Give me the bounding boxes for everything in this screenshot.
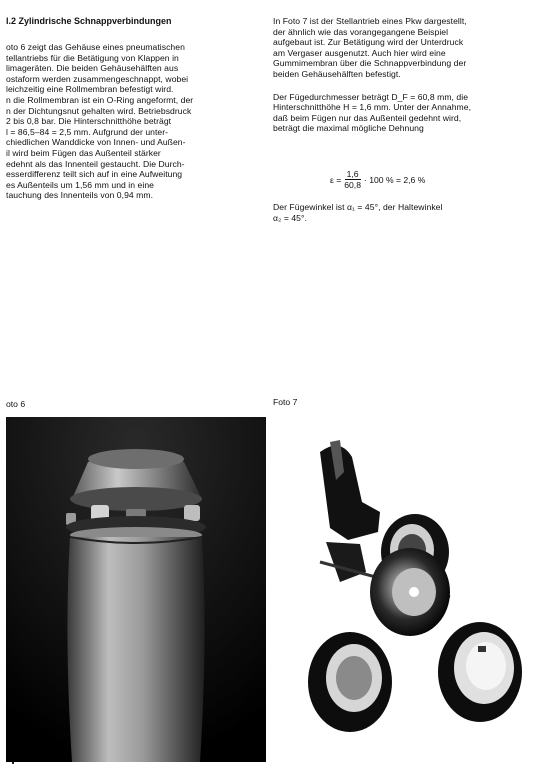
formula-fraction <box>344 169 361 190</box>
text-line: n die Rollmembran ist ein O-Ring angeformt, der <box>6 94 194 105</box>
text-line: il wird beim Fügen das Außenteil stärker <box>6 147 161 158</box>
text-line: am Vergaser ausgenutzt. Auch hier wird eine <box>273 47 446 58</box>
text-line: daß beim Fügen nur das Außenteil gedehnt wird, <box>273 112 462 123</box>
formula-denominator: 60,8 <box>344 180 361 190</box>
formula-rhs: · 100 % = 2,6 % <box>363 174 426 185</box>
paragraph <box>273 92 541 134</box>
text-line: tellantriebs für die Betätigung von Klappen in <box>6 52 179 63</box>
text-line: beiden Gehäusehälften befestigt. <box>273 68 401 79</box>
text-line: α₂ = 45°. <box>273 212 307 223</box>
left-column-text <box>6 42 264 201</box>
text-line: der ähnlich wie das vorangegangene Beispiel <box>273 26 449 37</box>
strain-formula <box>330 169 425 190</box>
right-column-text <box>273 16 541 134</box>
text-line: oto 6 zeigt das Gehäuse eines pneumatischen <box>6 42 185 52</box>
text-line: ostaform werden zusammengeschnappt, wobei <box>6 73 189 84</box>
text-line: leichzeitig eine Rollmembran befestigt wird. <box>6 84 174 95</box>
text-line: Gummimembran über die Schnappverbindung der <box>273 58 467 69</box>
text-line: esserdifferenz teilt sich auf in eine Aufweitung <box>6 169 183 180</box>
text-line: tauchung des Innenteils von 0,94 mm. <box>6 190 154 201</box>
text-line: beträgt die maximal mögliche Dehnung <box>273 123 424 134</box>
text-line: aufgebaut ist. Zur Betätigung wird der Unterdruck <box>273 37 464 48</box>
text-line: es Außenteils um 1,56 mm und in eine <box>6 179 154 190</box>
angle-paragraph <box>273 202 541 223</box>
text-line: Der Fügewinkel ist α₁ = 45°, der Haltewinkel <box>273 202 443 212</box>
text-line: chiedlichen Wanddicke von Innen- und Außen- <box>6 137 186 148</box>
photo7-caption: Foto 7 <box>273 397 298 407</box>
text-line: Hinterschnitthöhe H = 1,6 mm. Unter der Annahme, <box>273 102 472 113</box>
photo6-actuator-housing <box>6 417 266 762</box>
text-line: Der Fügedurchmesser beträgt D_F = 60,8 mm, die <box>273 91 469 102</box>
text-line: n der Dichtungsnut gehalten wird. Betriebsdruck <box>6 105 192 116</box>
text-line: 2 bis 0,8 bar. Die Hinterschnitthöhe beträgt <box>6 116 172 127</box>
text-line: limageräten. Die beiden Gehäusehälften aus <box>6 63 179 74</box>
text-line: In Foto 7 ist der Stellantrieb eines Pkw dargestellt, <box>273 16 467 26</box>
page-mark <box>12 762 14 764</box>
formula-lhs: ε = <box>330 174 342 185</box>
text-line: l = 86,5–84 = 2,5 mm. Aufgrund der unter- <box>6 126 169 137</box>
formula-numerator: 1,6 <box>346 169 359 179</box>
text-line: edehnt als das Innenteil gestaucht. Die Durch- <box>6 158 185 169</box>
photo6-caption: oto 6 <box>6 399 26 409</box>
paragraph <box>273 16 541 80</box>
section-heading: l.2 Zylindrische Schnappverbindungen <box>6 16 172 26</box>
photo7-vacuum-actuator <box>300 432 540 742</box>
